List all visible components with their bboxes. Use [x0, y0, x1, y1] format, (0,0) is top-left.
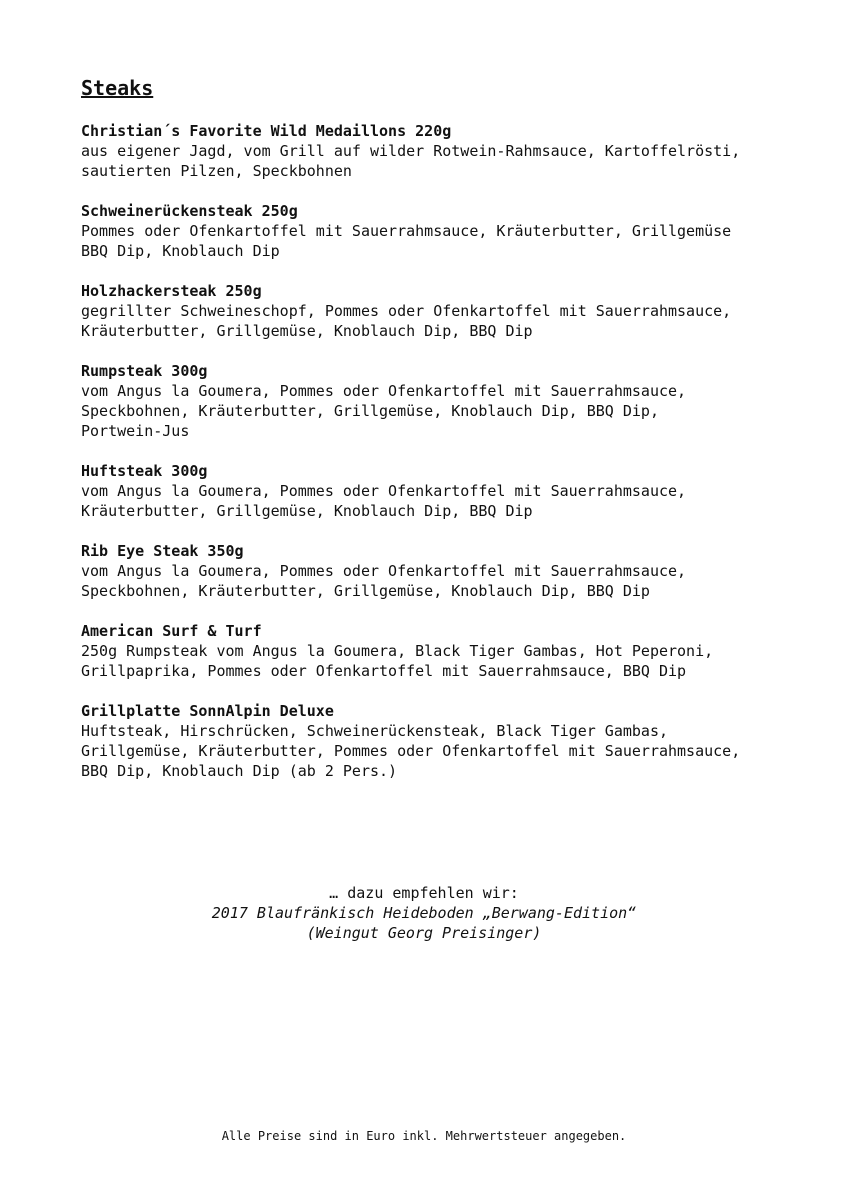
wine-recommendation	[0, 883, 848, 943]
menu-item-title: Christian´s Favorite Wild Medaillons 220g	[81, 122, 452, 140]
winery-name: (Weingut Georg Preisinger)	[306, 924, 542, 942]
menu-item	[81, 701, 801, 781]
menu-item-title: Huftsteak 300g	[81, 462, 208, 480]
menu-items	[81, 121, 801, 801]
recommendation-intro: … dazu empfehlen wir:	[329, 884, 519, 902]
menu-item	[81, 201, 801, 261]
menu-item	[81, 361, 801, 441]
menu-item-description: Pommes oder Ofenkartoffel mit Sauerrahmsauce, Kräuterbutter, Grillgemüse BBQ Dip, Knoblauch Dip	[81, 222, 732, 260]
menu-item-title: Holzhackersteak 250g	[81, 282, 262, 300]
menu-item-description: vom Angus la Goumera, Pommes oder Ofenkartoffel mit Sauerrahmsauce, Kräuterbutter, Grillgemüse, Knoblauch Dip, BBQ Dip	[81, 482, 687, 520]
menu-item-title: American Surf & Turf	[81, 622, 262, 640]
menu-item-description: vom Angus la Goumera, Pommes oder Ofenkartoffel mit Sauerrahmsauce, Speckbohnen, Kräuterbutter, Grillgemüse, Knoblauch Dip, BBQ Dip	[81, 562, 687, 600]
menu-item	[81, 121, 801, 181]
menu-item-title: Grillplatte SonnAlpin Deluxe	[81, 702, 334, 720]
menu-item	[81, 541, 801, 601]
menu-item-description: 250g Rumpsteak vom Angus la Goumera, Black Tiger Gambas, Hot Peperoni, Grillpaprika, Pommes oder Ofenkartoffel mit Sauerrahmsauce, BBQ Dip	[81, 642, 714, 680]
menu-item-title: Rib Eye Steak 350g	[81, 542, 244, 560]
menu-item-description: Huftsteak, Hirschrücken, Schweinerückensteak, Black Tiger Gambas, Grillgemüse, Kräuterbutter, Pommes oder Ofenkartoffel mit Sauerrahmsauce, BBQ Dip, Knoblauch Dip (ab 2 Pers.)	[81, 722, 741, 780]
menu-item	[81, 621, 801, 681]
menu-item-description: aus eigener Jagd, vom Grill auf wilder Rotwein-Rahmsauce, Kartoffelrösti, sautierten Pilzen, Speckbohnen	[81, 142, 741, 180]
menu-item-description: gegrillter Schweineschopf, Pommes oder Ofenkartoffel mit Sauerrahmsauce, Kräuterbutter, Grillgemüse, Knoblauch Dip, BBQ Dip	[81, 302, 732, 340]
menu-item	[81, 461, 801, 521]
section-heading: Steaks	[81, 76, 154, 100]
menu-item-title: Rumpsteak 300g	[81, 362, 208, 380]
menu-item-description: vom Angus la Goumera, Pommes oder Ofenkartoffel mit Sauerrahmsauce, Speckbohnen, Kräuterbutter, Grillgemüse, Knoblauch Dip, BBQ Dip, Portwein-Jus	[81, 382, 687, 440]
recommended-wine: 2017 Blaufränkisch Heideboden „Berwang-Edition“	[211, 904, 637, 922]
menu-item	[81, 281, 801, 341]
menu-item-title: Schweinerückensteak 250g	[81, 202, 298, 220]
price-note: Alle Preise sind in Euro inkl. Mehrwertsteuer angegeben.	[221, 1129, 627, 1143]
